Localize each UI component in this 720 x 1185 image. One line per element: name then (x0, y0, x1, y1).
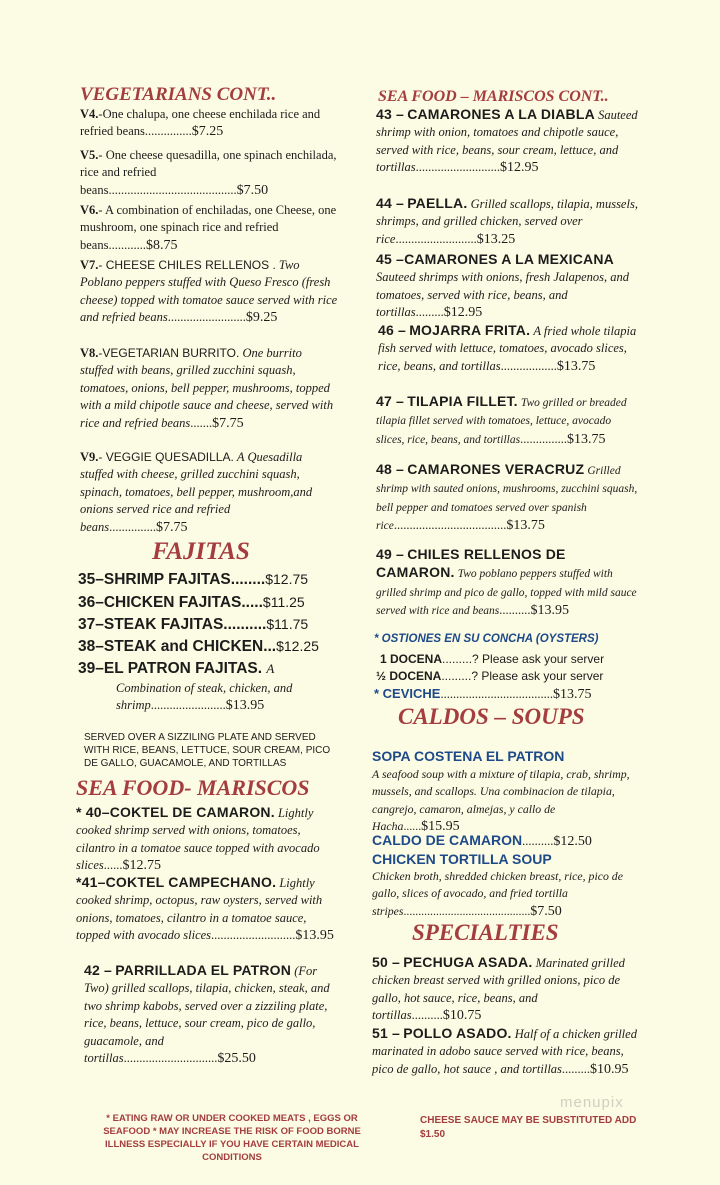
item-name: COKTEL DE CAMARON. (109, 804, 275, 820)
item-dots: .......... (223, 616, 267, 633)
item-dots: ............... (144, 124, 192, 139)
item-description: (For Two) grilled scallops, tilapia, chicken, steak, and two shrimp kabobs, served over a zizziling plate, rice, beans, lettuce, sour cream, pico de gallo, guacamole, and tortillas (84, 964, 330, 1066)
item-price: $12.95 (443, 305, 483, 321)
item-description: Lightly cooked shrimp, octopus, raw oysters, served with onions, tomatoes, cilantro in a tomatoe sauce, topped with avocado slices (76, 876, 323, 943)
item-price: $8.75 (145, 237, 178, 253)
menu-item-50 (372, 954, 638, 1025)
item-name: - VEGGIE QUESADILLA. (98, 450, 234, 464)
fajita-item-37 (78, 614, 308, 635)
item-price: $12.75 (265, 571, 309, 587)
item-price: $13.25 (476, 231, 516, 247)
soup-sopa-costena-desc (372, 766, 638, 836)
item-desc-start: A (266, 661, 275, 676)
item-price: $10.95 (590, 1061, 629, 1077)
menu-item-43 (376, 106, 638, 177)
item-description: One burrito stuffed with beans, grilled zucchini squash, tomatoes, onions, bell pepper, mushrooms, topped with a mild chipotle sauce and cheese, served with rice and refried beans (80, 346, 334, 430)
seafood-cont-heading: SEA FOOD – MARISCOS CONT.. (378, 88, 609, 105)
item-price: $9.25 (245, 310, 278, 326)
menupix-watermark: menupix (560, 1094, 624, 1111)
menu-item-v8 (80, 345, 338, 432)
soup-name-chicken-tortilla: CHICKEN TORTILLA SOUP (372, 851, 552, 867)
item-dots: ............... (109, 519, 157, 534)
item-dots: ......................... (167, 310, 246, 325)
item-name: POLLO ASADO. (403, 1025, 512, 1041)
fajitas-heading: FAJITAS (152, 538, 250, 565)
item-description: Marinated grilled chicken breast served with grilled onions, pico de gallo, hot sauce, rice, beans, and tortillas (372, 956, 625, 1023)
item-name: 35–SHRIMP FAJITAS (78, 571, 231, 588)
menu-item-47 (376, 393, 638, 449)
item-description: Combination of steak, chicken, and shrimp (116, 681, 293, 713)
cheese-sauce-note: CHEESE SAUCE MAY BE SUBSTITUTED ADD $1.50 (420, 1115, 637, 1140)
item-price: $12.50 (553, 834, 592, 849)
item-number: V9. (80, 450, 99, 464)
item-price: $15.95 (421, 819, 460, 835)
item-name: CAMARONES A LA DIABLA (407, 106, 595, 122)
item-name: PAELLA. (407, 195, 468, 211)
item-dots: ........................... (415, 160, 500, 175)
soup-name-sopa-costena: SOPA COSTENA EL PATRON (372, 748, 565, 764)
item-price: $11.25 (262, 594, 305, 610)
soups-heading: CALDOS – SOUPS (398, 704, 585, 729)
item-description: Lightly cooked shrimp served with onions, tomatoes, cilantro in a tomatoe sauce topped with avocado slices (76, 806, 320, 873)
oyster-price-note: .........? Please ask your server (441, 669, 604, 683)
oysters-heading: * OSTIONES EN SU CONCHA (OYSTERS) (374, 633, 599, 645)
item-number: 44 – (376, 195, 405, 211)
oyster-line-half-dozen (376, 668, 638, 685)
item-dots: ......... (415, 305, 444, 320)
item-number: 42 – (84, 962, 113, 978)
item-name: PECHUGA ASADA. (403, 954, 533, 970)
item-name: 37–STEAK FAJITAS (78, 616, 224, 633)
item-name: -VEGETARIAN BURRITO. (98, 346, 240, 360)
menu-item-51 (372, 1025, 638, 1078)
item-description: Sauteed shrimp with onion, tomatoes and chipotle sauce, served with rice, beans, sour cream, lettuce, and tortillas (376, 108, 638, 175)
item-name: 38–STEAK and CHICKEN (78, 638, 264, 655)
item-dots: ............ (108, 237, 146, 252)
item-dots: ... (263, 638, 277, 655)
item-name: - CHEESE CHILES RELLENOS . (98, 258, 276, 272)
item-number: *41– (76, 874, 106, 890)
item-name: TILAPIA FILLET. (407, 393, 518, 409)
oyster-line-dozen (380, 651, 638, 668)
fajita-item-39 (78, 658, 274, 679)
item-number: 43 – (376, 106, 405, 122)
item-dots: .......... (499, 603, 531, 618)
item-price: $11.75 (266, 616, 309, 632)
menu-item-v9 (80, 449, 338, 536)
menu-item-v6 (80, 202, 338, 254)
item-price: $13.75 (566, 431, 606, 447)
item-dots: ..... (241, 594, 263, 611)
item-name: CAMARONES A LA MEXICANA (404, 251, 614, 267)
item-price: $10.75 (442, 1008, 482, 1024)
item-price: $13.95 (530, 603, 570, 619)
item-description: Two grilled or breaded tilapia fillet served with tomatoes, lettuce, avocado slices, rice, beans, and tortillas (376, 397, 627, 446)
item-dots: ........................ (150, 698, 226, 713)
item-description: Grilled scallops, tilapia, mussels, shrimps, and grilled chicken, served over rice (376, 197, 638, 246)
item-description: Half of a chicken grilled marinated in adobo sauce served with rice, beans, pico de gallo, hot sauce , and tortillas (372, 1027, 637, 1076)
item-name: CHILES RELLENOS DE CAMARON. (376, 546, 566, 581)
menu-item-46 (378, 322, 638, 375)
item-description: Two poblano peppers stuffed with grilled shrimp and pico de gallo, topped with mild sauce served with rice and beans (376, 568, 637, 618)
item-description: Two Poblano peppers stuffed with Queso Fresco (fresh cheese) topped with tomatoe sauce served with rice and refried beans (80, 258, 338, 325)
item-number: 51 – (372, 1025, 401, 1041)
menu-item-45 (376, 251, 638, 322)
item-price: $13.95 (225, 698, 265, 714)
item-dots: ....... (190, 415, 213, 430)
item-text: - One cheese quesadilla, one spinach enchilada, rice and refried beans (80, 148, 337, 197)
soup-chicken-tortilla-desc (372, 868, 638, 920)
menu-item-48 (376, 461, 638, 536)
item-price: $12.25 (276, 638, 319, 654)
item-number: 49 – (376, 546, 405, 562)
item-name: MOJARRA FRITA. (409, 322, 531, 338)
item-dots: ...... (103, 858, 123, 873)
item-dots: ......................................... (108, 182, 237, 197)
item-price: $7.75 (156, 519, 188, 535)
item-dots: ...... (403, 819, 422, 834)
item-dots: ........ (230, 571, 266, 588)
item-price: $13.95 (295, 928, 334, 944)
fajitas-note: SERVED OVER A SIZZILING PLATE AND SERVED WITH RICE, BEANS, LETTUCE, SOUR CREAM, PICO DE GALLO, GUACAMOLE, AND TORTILLAS (84, 732, 331, 769)
item-dots: ......... (561, 1061, 591, 1076)
food-safety-warning: * EATING RAW OR UNDER COOKED MEATS , EGGS OR SEAFOOD * MAY INCREASE THE RISK OF FOOD BORNE ILLNESS ESPECIALLY IF YOU HAVE CERTAIN MEDICAL CONDITIONS (103, 1113, 361, 1163)
item-name: COKTEL CAMPECHANO. (105, 874, 277, 890)
item-description: Chicken broth, shredded chicken breast, rice, pico de gallo, slices of avocado, and fried tortilla stripes (372, 869, 623, 918)
item-description: A Quesadilla stuffed with cheese, grilled zucchini squash, spinach, tomatoes, bell pepper, mushroom,and onions served rice and refried beans (80, 450, 313, 534)
item-dots: .......................... (395, 231, 477, 246)
soup-caldo-de-camaron (372, 832, 638, 850)
fajita-item-36 (78, 592, 305, 613)
fajita-item-39-desc (116, 680, 338, 715)
item-price: $7.50 (236, 182, 269, 198)
menu-item-41 (76, 874, 338, 945)
oyster-label: ½ DOCENA (376, 669, 442, 683)
item-dots: .................................... (393, 518, 507, 533)
item-text: -One chalupa, one cheese enchilada rice and refried beans (80, 107, 321, 139)
menu-item-v5 (80, 147, 338, 199)
item-dots: ............... (520, 431, 567, 446)
item-dots: .......... (411, 1008, 443, 1023)
item-description: A seafood soup with a mixture of tilapia, crab, shrimp, mussels, and scallops. Una combinacion de tilapia, cangrejo, camaron, almejas, y callo de Hacha (372, 767, 630, 834)
fajita-item-35 (78, 569, 308, 590)
item-price: $12.75 (122, 858, 162, 874)
item-name: 36–CHICKEN FAJITAS (78, 594, 242, 611)
menu-item-44 (376, 195, 638, 248)
item-number: V7. (80, 258, 99, 272)
item-text: - A combination of enchiladas, one Cheese, one mushroom, one spinach rice and refried beans (80, 203, 337, 252)
menu-item-v4 (80, 106, 338, 141)
item-name: PARRILLADA EL PATRON (115, 962, 292, 978)
item-description: A fried whole tilapia fish served with lettuce, tomatoes, avocado slices, rice, beans, and tortillas (378, 324, 637, 373)
item-name: CAMARONES VERACRUZ (407, 461, 585, 477)
menu-item-40 (76, 804, 338, 875)
item-number: V4. (80, 107, 99, 121)
item-number: 50 – (372, 954, 401, 970)
item-price: $13.75 (506, 518, 545, 534)
item-dots: .............................. (123, 1051, 218, 1066)
item-number: 45 – (376, 251, 405, 267)
seafood-heading: SEA FOOD- MARISCOS (76, 775, 310, 800)
vegetarians-cont-heading: VEGETARIANS CONT.. (80, 84, 277, 105)
item-number: 48 – (376, 461, 405, 477)
item-dots: .................................... (440, 687, 553, 701)
menu-item-49 (376, 546, 638, 621)
item-number: 46 – (378, 322, 407, 338)
item-price: $13.75 (552, 687, 592, 702)
ceviche-line (374, 685, 638, 703)
item-price: $13.75 (556, 358, 596, 374)
item-number: V5. (80, 148, 99, 162)
fajita-item-38 (78, 636, 319, 657)
oyster-label: 1 DOCENA (380, 652, 443, 666)
item-price: $7.50 (530, 903, 562, 919)
item-name: 39–EL PATRON FAJITAS. (78, 660, 263, 677)
item-description: Sauteed shrimps with onions, fresh Jalapenos, and tomatoes, served with rice, beans, and tortillas (376, 270, 630, 320)
item-number: V8. (80, 346, 99, 360)
item-number: * 40– (76, 804, 110, 820)
item-dots: ........................................... (403, 903, 531, 918)
menu-item-v7 (80, 257, 338, 327)
item-dots: .......... (522, 834, 554, 848)
item-dots: ........................... (211, 928, 296, 943)
ceviche-label: * CEVICHE (374, 686, 441, 701)
item-dots: .................. (500, 358, 557, 373)
oyster-price-note: .........? Please ask your server (442, 652, 605, 666)
menu-item-42 (84, 962, 338, 1067)
item-price: $7.25 (191, 124, 224, 140)
specialties-heading: SPECIALTIES (412, 920, 559, 945)
item-name: CALDO DE CAMARON (372, 832, 523, 848)
item-description: Grilled shrimp with sauted onions, mushrooms, zucchini squash, bell pepper and tomatoes served over spanish rice (376, 465, 638, 533)
item-number: 47 – (376, 393, 405, 409)
item-price: $12.95 (499, 160, 539, 176)
item-price: $7.75 (212, 415, 244, 431)
item-price: $25.50 (217, 1051, 256, 1067)
item-number: V6. (80, 203, 99, 217)
